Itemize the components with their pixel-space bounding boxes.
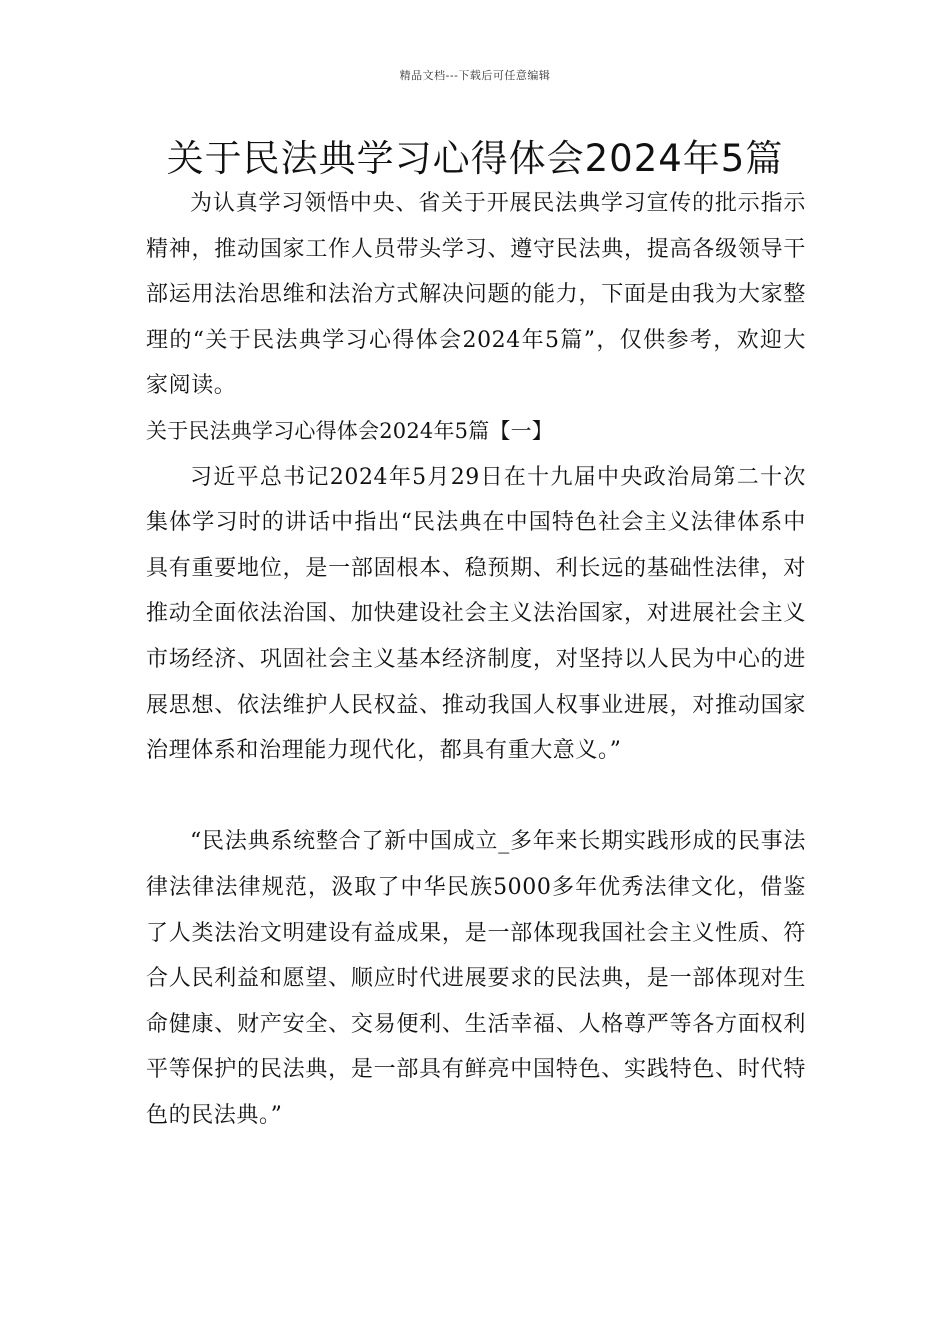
section-heading: 关于民法典学习心得体会2024年5篇【一】 (146, 418, 554, 443)
header-note: 精品文档---下载后可任意编辑 (399, 69, 551, 82)
body-paragraph-1: 习近平总书记2024年5月29日在十九届中央政治局第二十次集体学习时的讲话中指出“民法典在中国特色社会主义法律体系中具有重要地位，是一部固根本、稳预期、利长远的基础性法律，对推动全面依法治国、加快建设社会主义法治国家，对进展社会主义市场经济、巩固社会主义基本经济制度，对坚持以人民为中心的进展思想、依法维护人民权益、推动我国人权事业进展，对推动国家治理体系和治理能力现代化，都具有重大意义。” (146, 464, 806, 764)
intro-paragraph: 为认真学习领悟中央、省关于开展民法典学习宣传的批示指示精神，推动国家工作人员带头学习、遵守民法典，提高各级领导干部运用法治思维和法治方式解决问题的能力，下面是由我为大家整理的“关于民法典学习心得体会2024年5篇”，仅供参考，欢迎大家阅读。 (146, 191, 806, 399)
document-body (146, 181, 806, 1138)
document-title: 关于民法典学习心得体会2024年5篇 (166, 137, 784, 180)
body-paragraph-2: “民法典系统整合了新中国成立_多年来长期实践形成的民事法律法律法律规范，汲取了中华民族5000多年优秀法律文化，借鉴了人类法治文明建设有益成果，是一部体现我国社会主义性质、符合人民利益和愿望、顺应时代进展要求的民法典，是一部体现对生命健康、财产安全、交易便利、生活幸福、人格尊严等各方面权利平等保护的民法典，是一部具有鲜亮中国特色、实践特色、时代特色的民法典。” (146, 829, 806, 1128)
paragraph-spacer (146, 774, 806, 820)
